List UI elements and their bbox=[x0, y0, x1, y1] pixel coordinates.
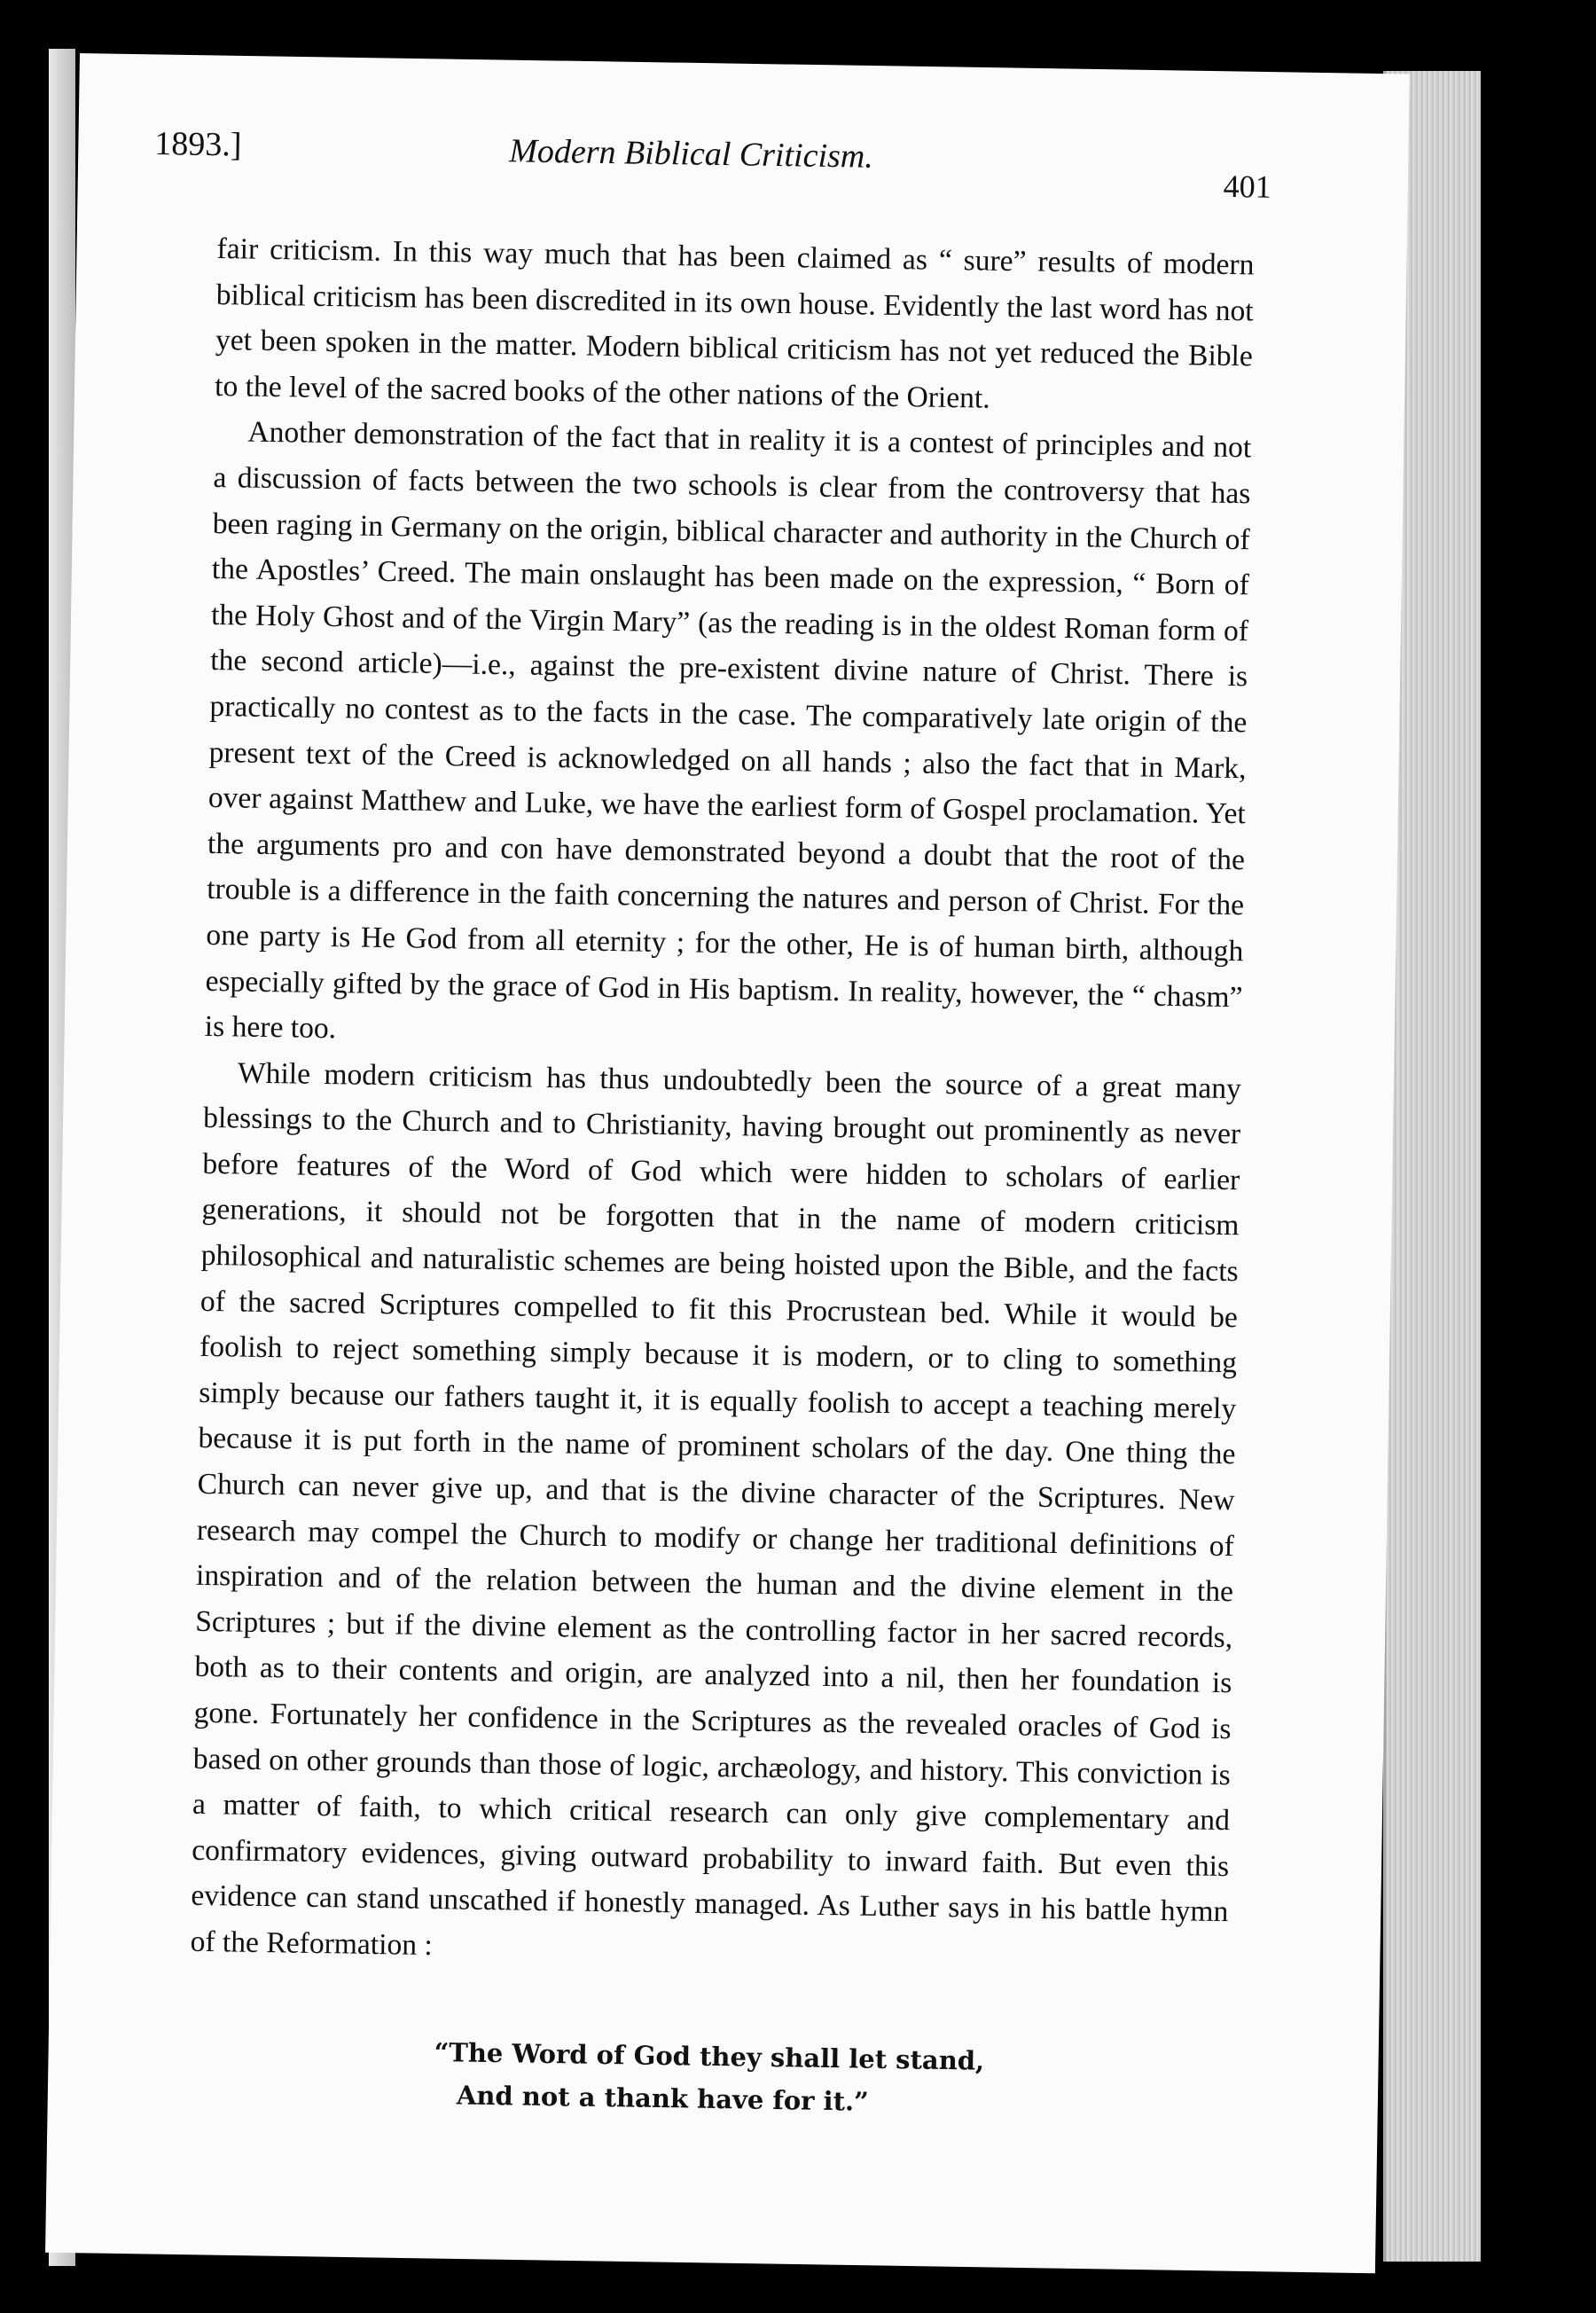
page-number: 401 bbox=[1223, 168, 1272, 205]
paragraph: Another demonstration of the fact that in reality it is a contest of principles and not a discussion of facts between the two schools is clear from the controversy that has been raging in Germany on the origin, biblical character and authority in the Church of the Apostles’ Creed. The main onslaught has been made on the expression, “ Born of the Holy Ghost and of the Virgin Mary” (as the reading is in the oldest Roman form of the second article)—i.e., against the pre-existent divine nature of Christ. There is practically no contest as to the facts in the case. The comparatively late origin of the present text of the Creed is acknowledged on all hands ; also the fact that in Mark, over against Matthew and Luke, we have the earliest form of Gospel proclamation. Yet the arguments pro and con have demonstrated beyond a doubt that the root of the trouble is a difference in the faith concerning the natures and person of Christ. For the one party is He God from all eternity ; for the other, He is of human birth, although especially gifted by the grace of God in His baptism. In reality, however, the “ chasm” is here too. bbox=[204, 415, 1252, 1046]
quote-line: “The Word of God they shall let stand, bbox=[434, 2036, 985, 2076]
running-head-title: Modern Biblical Criticism. bbox=[508, 132, 874, 176]
paragraph: While modern criticism has thus undoubtedly been the source of a great many blessings to the Church and to Christianity, having brought out prominently as never before features of the Word of God which were hidden to scholars of earlier generations, it should not be forgotten that in the name of modern criticism philosophical and naturalistic schemes are being hoisted upon the Bible, and the facts of the sacred Scriptures compelled to fit this Procrustean bed. While it would be foolish to reject something simply because it is modern, or to cling to something simply because our fathers taught it, it is equally foolish to accept a teaching merely because it is put forth in the name of prominent scholars of the day. One thing the Church can never give up, and that is the divine character of the Scriptures. New research may compel the Church to modify or change her traditional definitions of inspiration and of the relation between the human and the divine element in the Scriptures ; but if the divine element as the controlling factor in her sacred records, both as to their contents and origin, are analyzed into a nil, then her foundation is gone. Fortunately her confidence in the Scriptures as the revealed oracles of God is based on other grounds than those of logic, archæology, and history. This conviction is a matter of faith, to which critical research can only give complementary and confirmatory evidences, giving outward probability to inward faith. But even this evidence can stand unscathed if honestly managed. As Luther says in his battle hymn of the Reformation : bbox=[190, 1056, 1242, 1963]
paragraph: fair criticism. In this way much that has been claimed as “ sure” results of modern biblical criticism has been discredited in its own house. Evidently the last word has not yet been spoken in the matter. Modern biblical criticism has not yet reduced the Bible to the level of the sacred books of the other nations of the Orient. bbox=[214, 231, 1255, 415]
quote-line: And not a thank have for it.” bbox=[456, 2080, 870, 2117]
body-text bbox=[190, 226, 1255, 1981]
running-head-year: 1893.] bbox=[154, 124, 242, 164]
hymn-quote bbox=[433, 2031, 1054, 2126]
